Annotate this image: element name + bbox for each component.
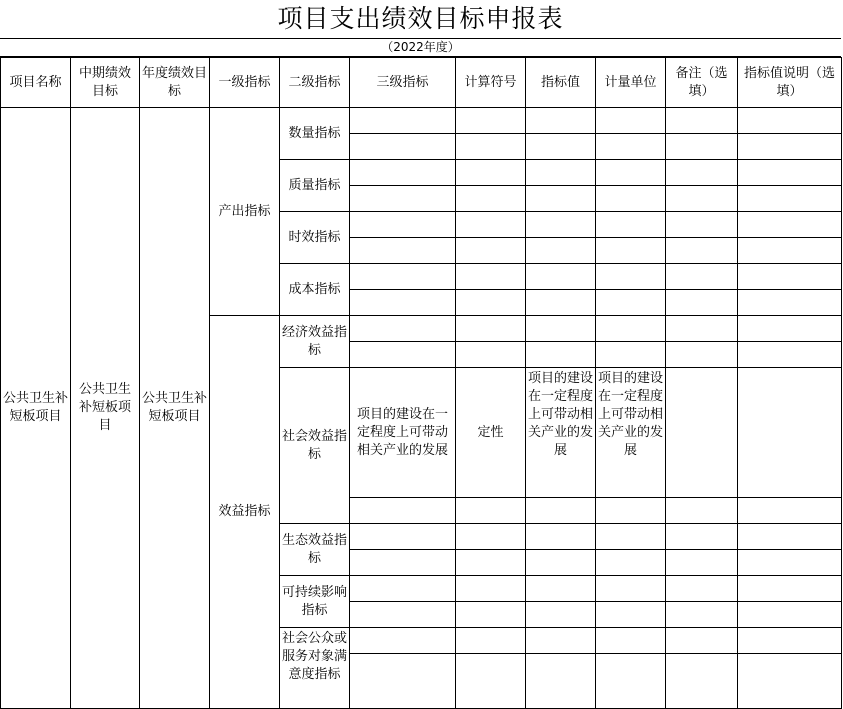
empty-cell (456, 290, 526, 316)
empty-cell (350, 342, 456, 368)
header-symbol: 计算符号 (456, 58, 526, 108)
empty-cell (738, 238, 842, 264)
level2-quality: 质量指标 (280, 160, 350, 212)
empty-cell (666, 524, 738, 550)
empty-cell (596, 290, 666, 316)
header-annual-goal: 年度绩效目标 (140, 58, 210, 108)
header-value: 指标值 (526, 58, 596, 108)
empty-cell (526, 238, 596, 264)
level2-timeliness: 时效指标 (280, 212, 350, 264)
empty-cell (456, 342, 526, 368)
empty-cell (738, 264, 842, 290)
empty-cell (738, 186, 842, 212)
header-value-note: 指标值说明（选填） (738, 58, 842, 108)
empty-cell (350, 134, 456, 160)
empty-cell (666, 316, 738, 342)
level2-cost: 成本指标 (280, 264, 350, 316)
empty-cell (738, 134, 842, 160)
social-level3-cell: 项目的建设在一定程度上可带动相关产业的发展 (350, 368, 456, 498)
empty-cell (350, 524, 456, 550)
social-unit-cell: 项目的建设在一定程度上可带动相关产业的发展 (596, 368, 666, 498)
empty-cell (350, 576, 456, 602)
empty-cell (526, 550, 596, 576)
social-value-cell: 项目的建设在一定程度上可带动相关产业的发展 (526, 368, 596, 498)
header-level1: 一级指标 (210, 58, 280, 108)
empty-cell (666, 654, 738, 709)
level1-benefit: 效益指标 (210, 316, 280, 709)
empty-cell (350, 550, 456, 576)
header-mid-term-goal: 中期绩效目标 (71, 58, 140, 108)
empty-cell (526, 186, 596, 212)
empty-cell (666, 498, 738, 524)
header-unit: 计量单位 (596, 58, 666, 108)
empty-cell (456, 628, 526, 654)
empty-cell (350, 290, 456, 316)
empty-cell (350, 108, 456, 134)
level2-economic: 经济效益指标 (280, 316, 350, 368)
empty-cell (526, 264, 596, 290)
level2-satisfaction: 社会公众或服务对象满意度指标 (280, 628, 350, 709)
empty-cell (738, 602, 842, 628)
empty-cell (666, 576, 738, 602)
empty-cell (456, 550, 526, 576)
empty-cell (738, 108, 842, 134)
empty-cell (738, 654, 842, 709)
empty-cell (596, 108, 666, 134)
empty-cell (526, 628, 596, 654)
empty-cell (456, 212, 526, 238)
empty-cell (526, 498, 596, 524)
empty-cell (596, 628, 666, 654)
empty-cell (596, 264, 666, 290)
table-row (1, 108, 842, 134)
empty-cell (596, 602, 666, 628)
level2-social: 社会效益指标 (280, 368, 350, 524)
empty-cell (738, 368, 842, 498)
empty-cell (596, 212, 666, 238)
empty-cell (456, 108, 526, 134)
empty-cell (526, 160, 596, 186)
empty-cell (738, 498, 842, 524)
empty-cell (666, 160, 738, 186)
empty-cell (526, 212, 596, 238)
empty-cell (596, 160, 666, 186)
empty-cell (456, 576, 526, 602)
empty-cell (456, 602, 526, 628)
empty-cell (738, 628, 842, 654)
empty-cell (738, 550, 842, 576)
empty-cell (526, 602, 596, 628)
empty-cell (666, 290, 738, 316)
empty-cell (596, 576, 666, 602)
empty-cell (456, 524, 526, 550)
social-symbol-cell: 定性 (456, 368, 526, 498)
empty-cell (666, 602, 738, 628)
empty-cell (456, 238, 526, 264)
form-title: 项目支出绩效目标申报表 (0, 0, 841, 39)
header-remark: 备注（选填） (666, 58, 738, 108)
empty-cell (738, 524, 842, 550)
empty-cell (350, 212, 456, 238)
empty-cell (456, 316, 526, 342)
empty-cell (596, 550, 666, 576)
empty-cell (666, 628, 738, 654)
header-project-name: 项目名称 (1, 58, 71, 108)
empty-cell (526, 576, 596, 602)
empty-cell (526, 134, 596, 160)
empty-cell (526, 342, 596, 368)
empty-cell (350, 498, 456, 524)
empty-cell (738, 316, 842, 342)
annual-goal-cell: 公共卫生补短板项目 (140, 108, 210, 709)
empty-cell (526, 108, 596, 134)
empty-cell (350, 602, 456, 628)
empty-cell (350, 160, 456, 186)
empty-cell (350, 186, 456, 212)
empty-cell (596, 238, 666, 264)
empty-cell (526, 654, 596, 709)
empty-cell (666, 108, 738, 134)
empty-cell (596, 524, 666, 550)
empty-cell (596, 342, 666, 368)
empty-cell (456, 654, 526, 709)
level1-output: 产出指标 (210, 108, 280, 316)
level2-sustainable: 可持续影响指标 (280, 576, 350, 628)
empty-cell (350, 628, 456, 654)
level2-ecological: 生态效益指标 (280, 524, 350, 576)
empty-cell (526, 524, 596, 550)
empty-cell (596, 134, 666, 160)
empty-cell (596, 654, 666, 709)
empty-cell (666, 368, 738, 498)
empty-cell (738, 290, 842, 316)
empty-cell (456, 160, 526, 186)
empty-cell (350, 654, 456, 709)
empty-cell (738, 576, 842, 602)
empty-cell (738, 342, 842, 368)
empty-cell (526, 316, 596, 342)
empty-cell (456, 264, 526, 290)
empty-cell (350, 238, 456, 264)
empty-cell (666, 238, 738, 264)
empty-cell (666, 212, 738, 238)
mid-term-goal-cell: 公共卫生补短板项目 (71, 108, 140, 709)
empty-cell (666, 264, 738, 290)
level2-quantity: 数量指标 (280, 108, 350, 160)
empty-cell (666, 134, 738, 160)
empty-cell (596, 498, 666, 524)
form-year: （2022年度） (0, 39, 841, 57)
empty-cell (738, 212, 842, 238)
empty-cell (456, 134, 526, 160)
empty-cell (738, 160, 842, 186)
empty-cell (596, 316, 666, 342)
empty-cell (456, 186, 526, 212)
empty-cell (350, 264, 456, 290)
header-level2: 二级指标 (280, 58, 350, 108)
empty-cell (350, 316, 456, 342)
empty-cell (526, 290, 596, 316)
header-row (1, 58, 842, 108)
empty-cell (596, 186, 666, 212)
indicator-table (0, 57, 842, 709)
empty-cell (666, 550, 738, 576)
empty-cell (456, 498, 526, 524)
project-name-cell: 公共卫生补短板项目 (1, 108, 71, 709)
empty-cell (666, 342, 738, 368)
empty-cell (666, 186, 738, 212)
header-level3: 三级指标 (350, 58, 456, 108)
